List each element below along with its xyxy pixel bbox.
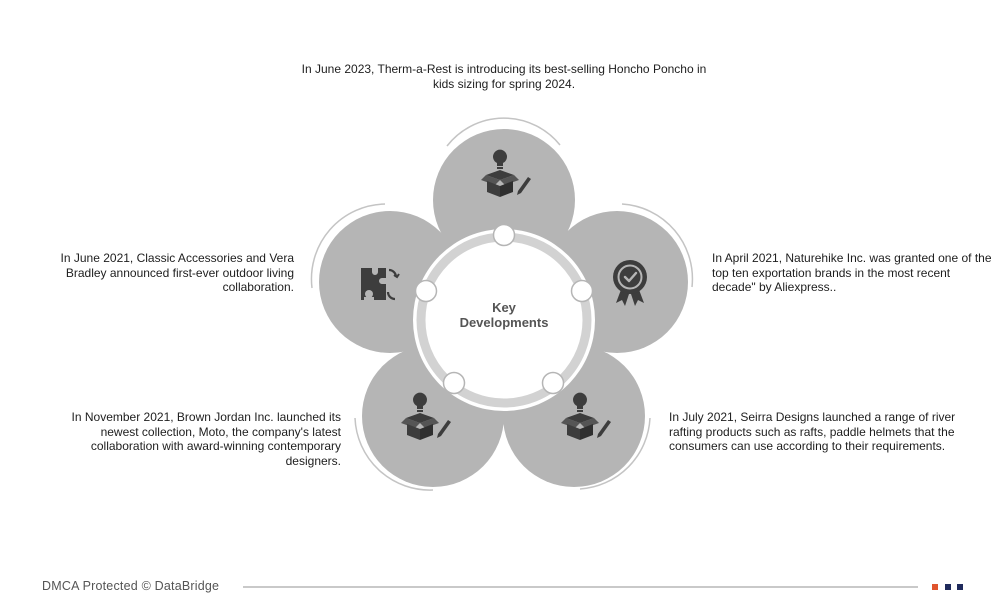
ring-node-right-lower xyxy=(543,373,564,394)
ring-node-right-upper xyxy=(572,281,593,302)
footer-dot-navy-2 xyxy=(957,584,963,590)
footer-dot-orange xyxy=(932,584,938,590)
development-text-left-upper: In June 2021, Classic Accessories and Vera Bradley announced first-ever outdoor living collaboration. xyxy=(60,251,294,294)
development-text-left-lower: In November 2021, Brown Jordan Inc. launched its newest collection, Moto, the company's latest collaboration with award-winning contemporary designers. xyxy=(71,410,341,468)
development-text-top: In June 2023, Therm-a-Rest is introducing its best-selling Honcho Poncho in kids sizing for spring 2024. xyxy=(301,62,707,91)
development-text-right-lower: In July 2021, Seirra Designs launched a range of river rafting products such as rafts, paddle helmets that the consumers can use according to their requirements. xyxy=(669,410,956,453)
center-title-line1: Key xyxy=(492,300,516,315)
center-title-line2: Developments xyxy=(459,315,549,330)
ring-node-left-lower xyxy=(444,373,465,394)
development-text-right-upper: In April 2021, Naturehike Inc. was granted one of the top ten exportation brands in the most recent decade" by Aliexpress.. xyxy=(712,251,992,294)
ring-node-top xyxy=(494,225,515,246)
footer-divider xyxy=(243,586,918,588)
footer-copyright: DMCA Protected © DataBridge xyxy=(42,579,220,593)
footer-dot-navy-1 xyxy=(945,584,951,590)
ring-node-left-upper xyxy=(416,281,437,302)
